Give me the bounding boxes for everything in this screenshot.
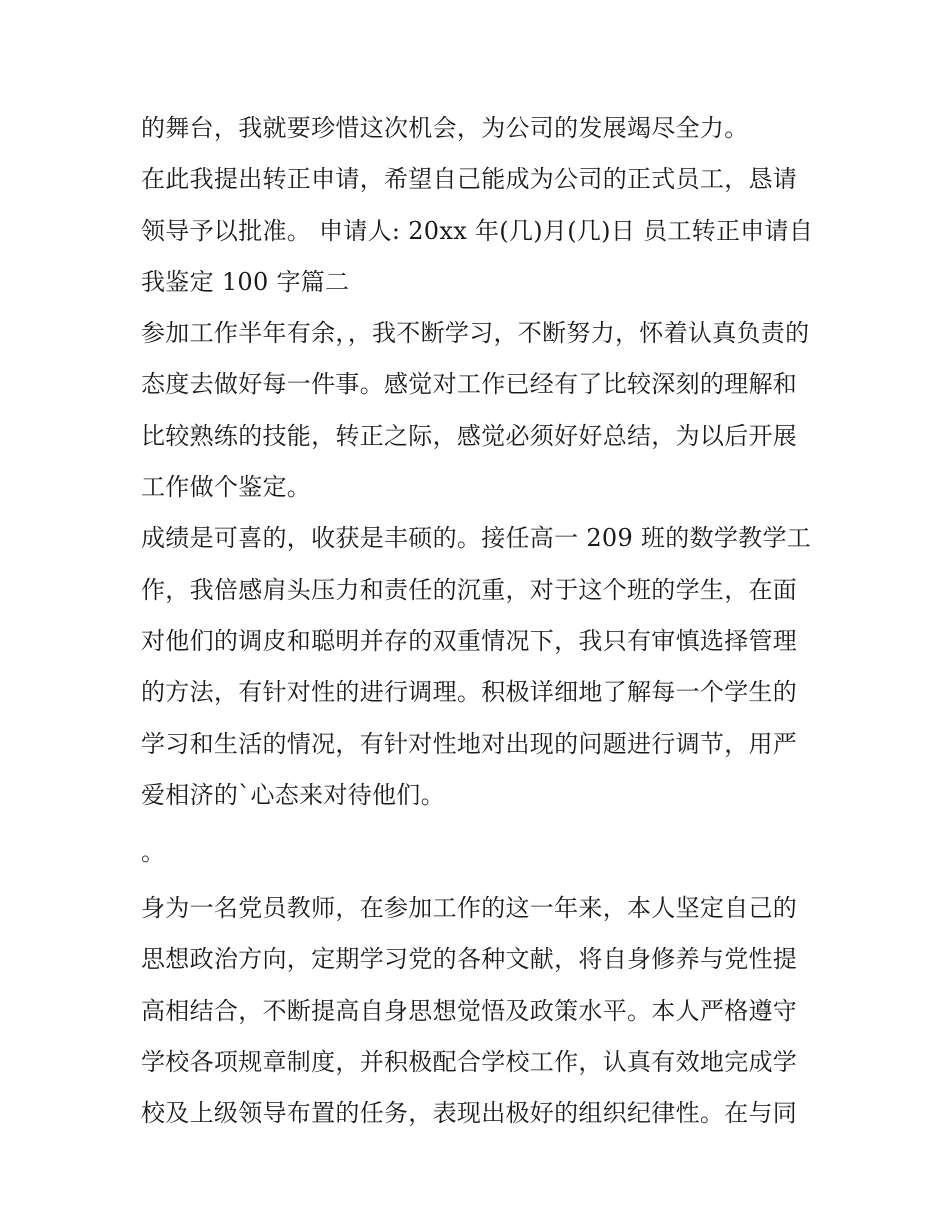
paragraph-application: 在此我提出转正申请，希望自己能成为公司的正式员工，恳请领导予以批准。 申请人: 20xx 年(几)月(几)日 员工转正申请自我鉴定 100 字篇二	[141, 165, 814, 296]
paragraph-achievements: 成绩是可喜的，收获是丰硕的。接任高一 209 班的数学教学工作，我倍感肩头压力和责任的沉重，对于这个班的学生，在面对他们的调皮和聪明并存的双重情况下，我只有审慎选择管理的方法，有针对性的进行调理。积极详细地了解每一个学生的学习和生活的情况，有针对性地对出现的问题进行调节，用严爱相济的`心态来对待他们。	[141, 524, 812, 809]
paragraph-period: 。	[141, 838, 166, 867]
paragraph-party-member: 身为一名党员教师，在参加工作的这一年来，本人坚定自己的思想政治方向，定期学习党的各种文献，将自身修养与党性提高相结合，不断提高自身思想觉悟及政策水平。本人严格遵守学校各项规章制度，并积极配合学校工作，认真有效地完成学校及上级领导布置的任务，表现出极好的组织纪律性。在与同	[141, 894, 798, 1128]
paragraph-stage: 的舞台，我就要珍惜这次机会，为公司的发展竭尽全力。	[141, 114, 749, 142]
paragraph-half-year: 参加工作半年有余，，我不断学习，不断努力，怀着认真负责的态度去做好每一件事。感觉对工作已经有了比较深刻的理解和比较熟练的技能，转正之际，感觉必须好好总结，为以后开展工作做个鉴定。	[141, 319, 810, 502]
document-page	[141, 103, 821, 1140]
